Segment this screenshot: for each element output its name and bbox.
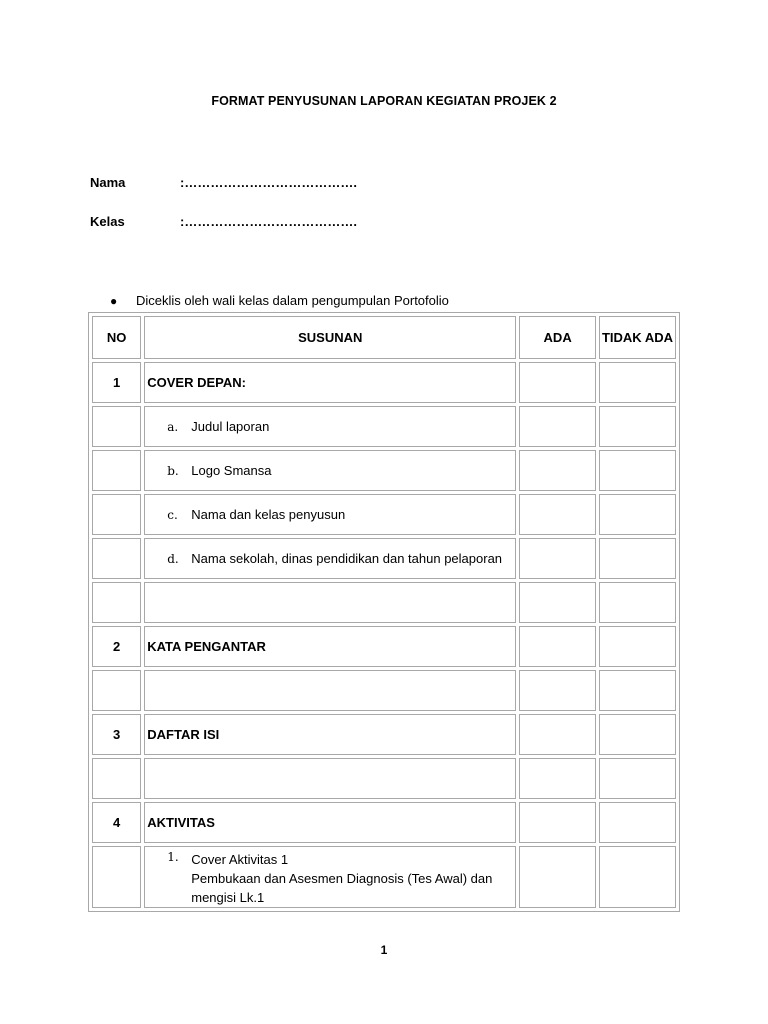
page-number: 1 xyxy=(380,943,388,957)
checklist-table xyxy=(88,312,680,912)
bullet-icon: ● xyxy=(110,294,118,308)
activity-desc-line1: Pembukaan dan Asesmen Diagnosis (Tes Awal) dan xyxy=(191,871,493,886)
list-item xyxy=(147,463,513,478)
section-label: DAFTAR ISI xyxy=(144,714,516,755)
table-row xyxy=(92,846,676,908)
ada-check-cell[interactable] xyxy=(519,802,596,843)
section-label: AKTIVITAS xyxy=(144,802,516,843)
tidak-ada-check-cell[interactable] xyxy=(599,802,676,843)
list-marker: b. xyxy=(167,464,179,478)
tidak-ada-check-cell[interactable] xyxy=(599,846,676,908)
ada-check-cell[interactable] xyxy=(519,846,596,908)
tidak-ada-check-cell[interactable] xyxy=(599,582,676,623)
list-marker: d. xyxy=(167,552,179,566)
tidak-ada-check-cell[interactable] xyxy=(599,450,676,491)
header-no: NO xyxy=(92,316,141,359)
ada-check-cell[interactable] xyxy=(519,582,596,623)
header-ada: ADA xyxy=(519,316,596,359)
ada-check-cell[interactable] xyxy=(519,670,596,711)
document-title: FORMAT PENYUSUNAN LAPORAN KEGIATAN PROJEK 2 xyxy=(211,94,557,108)
list-item xyxy=(147,507,513,522)
row-number-empty xyxy=(92,494,141,535)
kelas-label: Kelas xyxy=(90,214,125,229)
row-number: 2 xyxy=(92,626,141,667)
activity-title: Cover Aktivitas 1 xyxy=(191,852,289,867)
table-row xyxy=(92,362,676,403)
table-header-row xyxy=(92,316,676,359)
nama-blank: :…………………………………. xyxy=(180,175,357,190)
table-row-empty xyxy=(92,758,676,799)
ada-check-cell[interactable] xyxy=(519,758,596,799)
header-tidak-ada: TIDAK ADA xyxy=(599,316,676,359)
nama-field xyxy=(90,175,357,190)
row-number-empty xyxy=(92,406,141,447)
tidak-ada-check-cell[interactable] xyxy=(599,670,676,711)
table-row xyxy=(92,714,676,755)
ada-check-cell[interactable] xyxy=(519,714,596,755)
list-item-text: Judul laporan xyxy=(191,419,270,434)
activity-desc-line2: mengisi Lk.1 xyxy=(191,890,265,905)
nama-label: Nama xyxy=(90,175,126,190)
instruction-note xyxy=(110,293,449,308)
tidak-ada-check-cell[interactable] xyxy=(599,494,676,535)
list-item-text: Logo Smansa xyxy=(191,463,272,478)
list-item-text: Nama dan kelas penyusun xyxy=(191,507,346,522)
kelas-blank: :…………………………………. xyxy=(180,214,357,229)
ada-check-cell[interactable] xyxy=(519,362,596,403)
kelas-field xyxy=(90,214,357,229)
header-susunan: SUSUNAN xyxy=(144,316,516,359)
ada-check-cell[interactable] xyxy=(519,626,596,667)
tidak-ada-check-cell[interactable] xyxy=(599,362,676,403)
table-row xyxy=(92,626,676,667)
table-row xyxy=(92,406,676,447)
table-row-empty xyxy=(92,670,676,711)
tidak-ada-check-cell[interactable] xyxy=(599,538,676,579)
row-number-empty xyxy=(92,450,141,491)
ada-check-cell[interactable] xyxy=(519,406,596,447)
table-row xyxy=(92,802,676,843)
table-row-empty xyxy=(92,582,676,623)
tidak-ada-check-cell[interactable] xyxy=(599,626,676,667)
row-number: 1 xyxy=(92,362,141,403)
list-item xyxy=(147,419,513,434)
row-number: 3 xyxy=(92,714,141,755)
list-marker: a. xyxy=(167,420,179,434)
table-row xyxy=(92,494,676,535)
list-item xyxy=(147,551,513,566)
table-row xyxy=(92,538,676,579)
tidak-ada-check-cell[interactable] xyxy=(599,714,676,755)
list-item xyxy=(147,850,513,907)
row-number: 4 xyxy=(92,802,141,843)
ada-check-cell[interactable] xyxy=(519,494,596,535)
table-row xyxy=(92,450,676,491)
tidak-ada-check-cell[interactable] xyxy=(599,758,676,799)
tidak-ada-check-cell[interactable] xyxy=(599,406,676,447)
section-label: COVER DEPAN: xyxy=(144,362,516,403)
ada-check-cell[interactable] xyxy=(519,450,596,491)
section-label: KATA PENGANTAR xyxy=(144,626,516,667)
list-marker: 1. xyxy=(167,850,179,864)
list-marker: c. xyxy=(167,508,178,522)
list-item-text: Nama sekolah, dinas pendidikan dan tahun pelaporan xyxy=(191,551,503,566)
row-number-empty xyxy=(92,846,141,908)
ada-check-cell[interactable] xyxy=(519,538,596,579)
instruction-text: Diceklis oleh wali kelas dalam pengumpulan Portofolio xyxy=(136,293,449,308)
row-number-empty xyxy=(92,538,141,579)
